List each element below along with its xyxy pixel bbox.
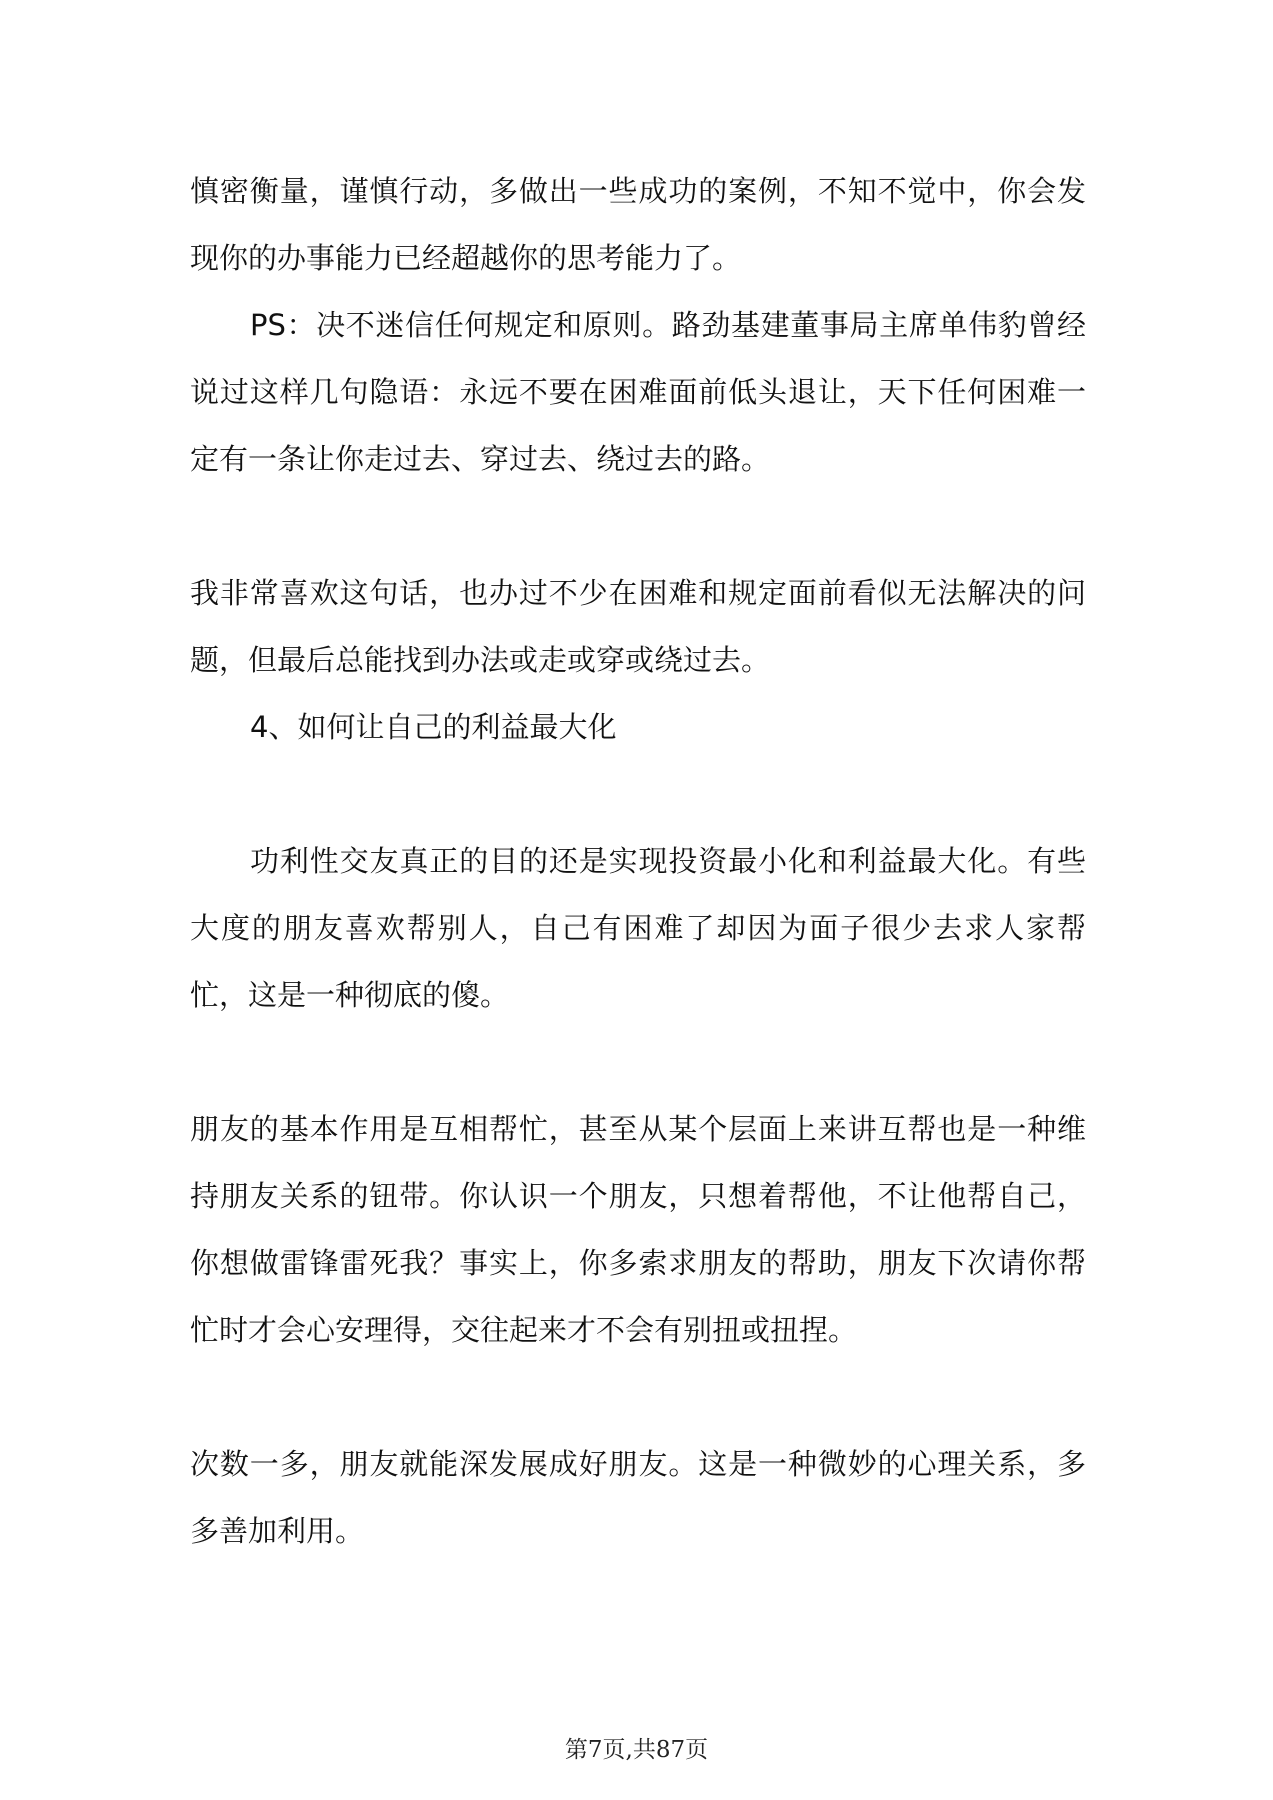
paragraph-utilitarian-friendship: 功利性交友真正的目的还是实现投资最小化和利益最大化。有些大度的朋友喜欢帮别人，自己有困难了却因为面子很少去求人家帮忙，这是一种彻底的傻。 — [190, 844, 1086, 1012]
paragraph-conclusion: 次数一多，朋友就能深发展成好朋友。这是一种微妙的心理关系，多多善加利用。 — [190, 1447, 1086, 1548]
paragraph-ps-note: PS：决不迷信任何规定和原则。路劲基建董事局主席单伟豹曾经说过这样几句隐语：永远不要在困难面前低头退让，天下任何困难一定有一条让你走过去、穿过去、绕过去的路。 — [190, 308, 1086, 476]
paragraph-comment: 我非常喜欢这句话，也办过不少在困难和规定面前看似无法解决的问题，但最后总能找到办法或走或穿或绕过去。 — [190, 576, 1086, 677]
document-body — [190, 158, 1086, 1565]
page-number-footer: 第7页,共87页 — [564, 1737, 709, 1763]
paragraph-mutual-help: 朋友的基本作用是互相帮忙，甚至从某个层面上来讲互帮也是一种维持朋友关系的钮带。你认识一个朋友，只想着帮他，不让他帮自己，你想做雷锋雷死我？事实上，你多索求朋友的帮助，朋友下次请你帮忙时才会心安理得，交往起来才不会有别扭或扭捏。 — [190, 1112, 1086, 1347]
section-heading: 4、如何让自己的利益最大化 — [250, 710, 617, 744]
paragraph-continuation: 慎密衡量，谨慎行动，多做出一些成功的案例，不知不觉中，你会发现你的办事能力已经超越你的思考能力了。 — [190, 174, 1086, 275]
